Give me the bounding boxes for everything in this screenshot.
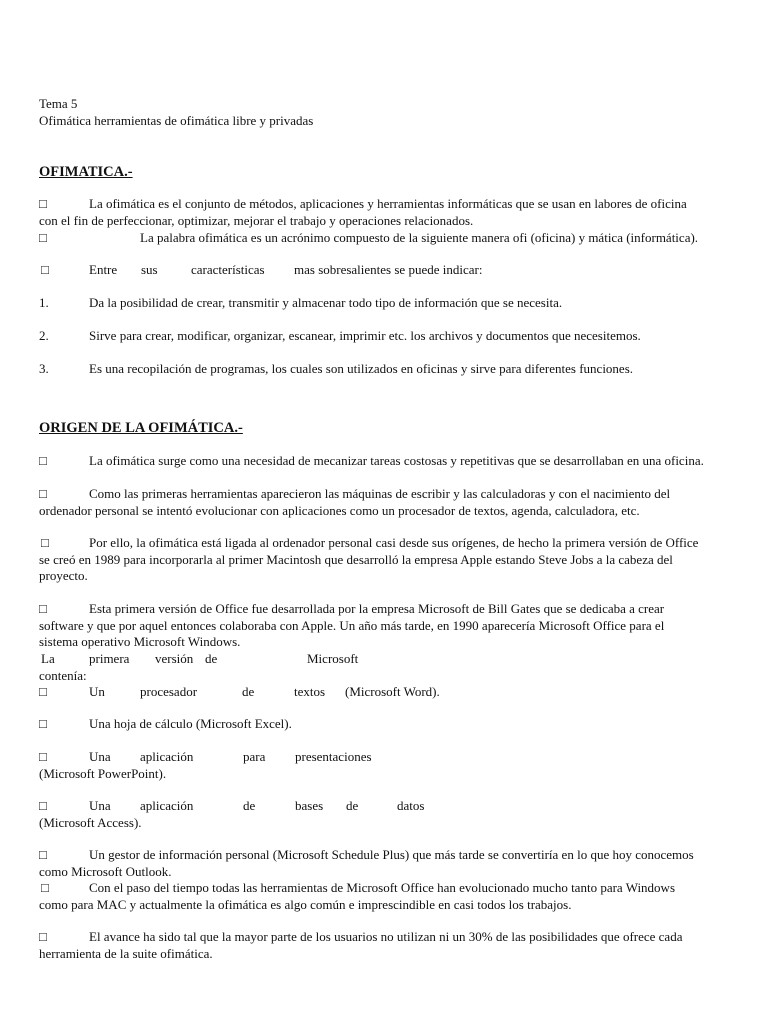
bullet-symbol: □ — [39, 684, 47, 699]
bullet-symbol: □ — [39, 230, 47, 245]
list-item: □ Una hoja de cálculo (Microsoft Excel). — [39, 716, 292, 731]
paragraph: □ Por ello, la ofimática está ligada al ordenador personal casi desde sus orígenes, de hecho la primera versión de Office se creó en 1989 para incorporarla al primer Macintosh que desarrolló la empresa Apple estando Steve Jobs a la cabeza del proyecto. — [39, 535, 699, 583]
paragraph: □ El avance ha sido tal que la mayor parte de los usuarios no utilizan ni un 30% de las posibilidades que ofrece cada herramienta de la suite ofimática. — [39, 929, 683, 961]
numbered-item: 1. Da la posibilidad de crear, transmitir y almacenar todo tipo de información que se necesita. — [39, 295, 563, 310]
numbered-item: 3. Es una recopilación de programas, los cuales son utilizados en oficinas y sirve para diferentes funciones. — [39, 361, 634, 376]
paragraph: □ La palabra ofimática es un acrónimo compuesto de la siguiente manera ofi (oficina) y mática (informática). — [39, 230, 699, 245]
numbered-item: 2. Sirve para crear, modificar, organizar, escanear, imprimir etc. los archivos y documentos que necesitemos. — [39, 328, 641, 343]
bullet-symbol: □ — [39, 716, 47, 731]
bullet-symbol: □ — [39, 453, 47, 468]
document-title: Ofimática herramientas de ofimática libre y privadas — [39, 113, 314, 128]
section-heading-ofimatica: OFIMATICA.- — [39, 164, 133, 180]
bullet-symbol: □ — [39, 847, 47, 862]
text-line: contenía: — [39, 668, 87, 683]
bullet-symbol: □ — [41, 535, 49, 550]
bullet-symbol: □ — [41, 880, 49, 895]
bullet-symbol: □ — [39, 929, 47, 944]
list-item: □ Un procesador de textos (Microsoft Word). — [39, 684, 440, 699]
text-line: (Microsoft Access). — [39, 815, 142, 830]
bullet-symbol: □ — [39, 196, 47, 211]
topic-number: Tema 5 — [39, 96, 78, 111]
text-line: (Microsoft PowerPoint). — [39, 766, 167, 781]
bullet-symbol: □ — [39, 798, 47, 813]
paragraph: □ Como las primeras herramientas aparecieron las máquinas de escribir y las calculadoras y con el nacimiento del ordenador personal se intentó evolucionar con aplicaciones como un procesador de textos, agenda, calculadora, etc. — [39, 486, 671, 518]
spaced-line: □ Entre sus características mas sobresalientes se puede indicar: — [41, 262, 483, 277]
paragraph: □ Con el paso del tiempo todas las herramientas de Microsoft Office han evolucionado mucho tanto para Windows como para MAC y actualmente la ofimática es algo común e imprescindible en casi todos los trabajos. — [39, 880, 676, 912]
bullet-symbol: □ — [39, 486, 47, 501]
list-item: □ Una aplicación de bases de datos — [39, 798, 425, 813]
paragraph: □ La ofimática es el conjunto de métodos, aplicaciones y herramientas informáticas que se usan en labores de oficina con el fin de perfeccionar, optimizar, mejorar el trabajo y operaciones relacionados. — [39, 196, 687, 228]
paragraph: □ Un gestor de información personal (Microsoft Schedule Plus) que más tarde se convertiría en lo que hoy conocemos como Microsoft Outlook. — [39, 847, 694, 879]
spaced-line: La primera versión de Microsoft — [41, 651, 359, 666]
list-item: □ Una aplicación para presentaciones — [39, 749, 372, 764]
bullet-symbol: □ — [39, 749, 47, 764]
bullet-symbol: □ — [39, 601, 47, 616]
section-heading-origen: ORIGEN DE LA OFIMÁTICA.- — [39, 420, 243, 436]
paragraph: □ Esta primera versión de Office fue desarrollada por la empresa Microsoft de Bill Gates que se dedicaba a crear software y que por aquel entonces colaboraba con Apple. Un año más tarde, en 1990 aparecería Microsoft Office para el sistema operativo Microsoft Windows. — [39, 601, 665, 649]
bullet-symbol: □ — [41, 262, 49, 277]
paragraph: □ La ofimática surge como una necesidad de mecanizar tareas costosas y repetitivas que se desarrollaban en una oficina. — [39, 453, 704, 468]
